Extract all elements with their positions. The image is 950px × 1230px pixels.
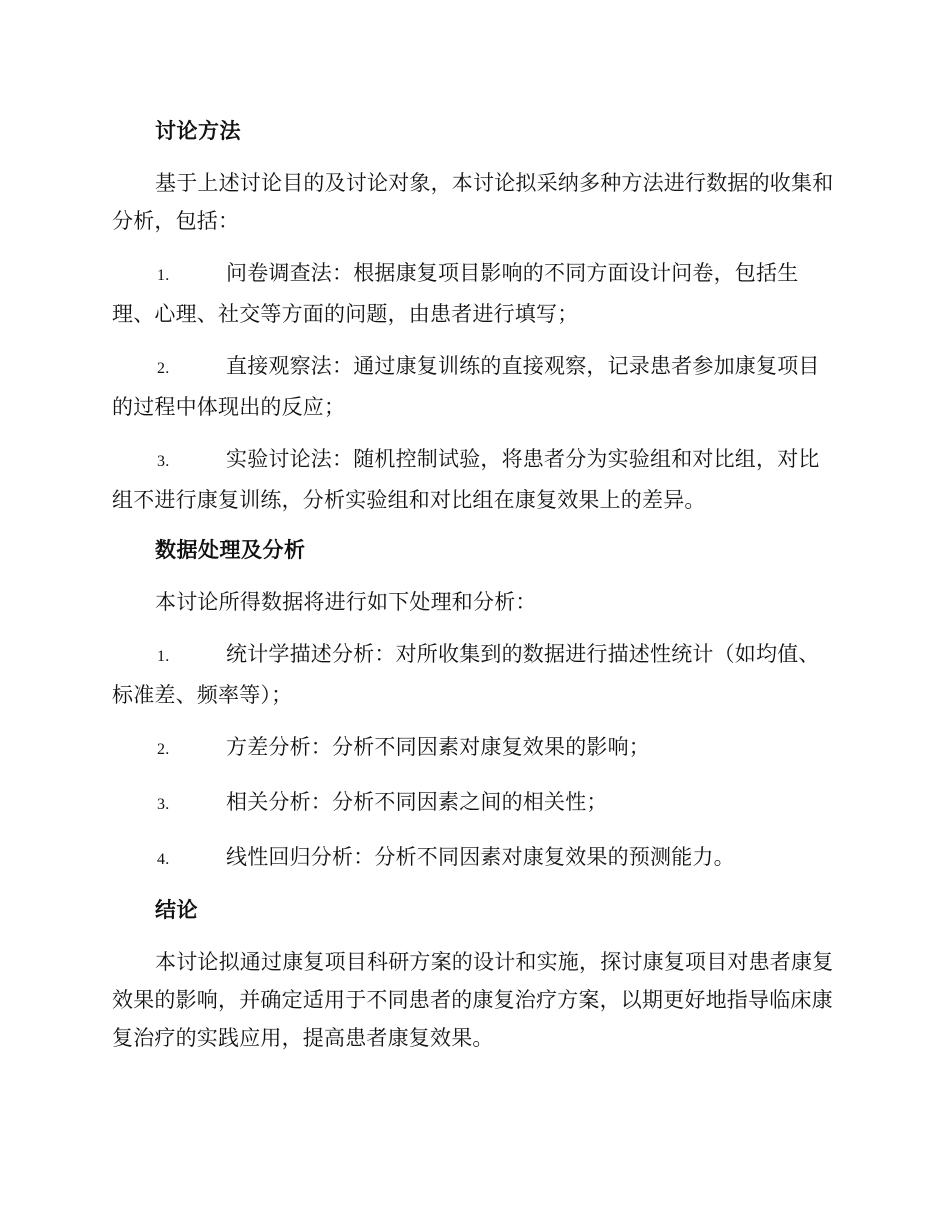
list-item: [112, 347, 837, 426]
section-data-analysis: [112, 529, 837, 879]
conclusion-paragraph: 本讨论拟通过康复项目科研方案的设计和实施，探讨康复项目对患者康复效果的影响，并确定适用于不同患者的康复治疗方案，以期更好地指导临床康复治疗的实践应用，提高患者康复效果。: [112, 950, 834, 1050]
section-conclusion: [112, 889, 837, 1057]
list-item-text: 方差分析：分析不同因素对康复效果的影响；: [226, 735, 650, 759]
list-item: [112, 728, 837, 769]
list-number: 4.: [157, 851, 170, 868]
list-item: [112, 783, 837, 824]
analysis-list: [112, 635, 837, 879]
list-number: 2.: [157, 741, 170, 758]
section-heading: 数据处理及分析: [155, 537, 306, 562]
list-item-text: 线性回归分析：分析不同因素对康复效果的预测能力。: [226, 845, 735, 869]
list-number: 3.: [157, 796, 170, 813]
section-intro-paragraph: 本讨论所得数据将进行如下处理和分析：: [155, 590, 537, 614]
section-intro-paragraph: 基于上述讨论目的及讨论对象，本讨论拟采纳多种方法进行数据的收集和分析，包括：: [112, 171, 834, 233]
list-item: [112, 440, 837, 519]
list-item-text: 实验讨论法：随机控制试验，将患者分为实验组和对比组，对比组不进行康复训练，分析实验组和对比组在康复效果上的差异。: [112, 447, 820, 512]
section-heading: 讨论方法: [155, 118, 241, 143]
list-item: [112, 838, 837, 879]
section-methods: [112, 110, 837, 519]
list-number: 1.: [157, 267, 170, 284]
document-body: [112, 106, 837, 1067]
methods-list: [112, 254, 837, 519]
list-number: 3.: [157, 453, 170, 470]
list-item-text: 相关分析：分析不同因素之间的相关性；: [226, 790, 608, 814]
list-number: 1.: [157, 648, 170, 665]
list-item: [112, 254, 837, 333]
list-item: [112, 635, 837, 714]
list-number: 2.: [157, 360, 170, 377]
list-item-text: 直接观察法：通过康复训练的直接观察，记录患者参加康复项目的过程中体现出的反应；: [112, 354, 820, 419]
list-item-text: 统计学描述分析：对所收集到的数据进行描述性统计（如均值、标准差、频率等）；: [112, 642, 820, 707]
list-item-text: 问卷调查法：根据康复项目影响的不同方面设计问卷，包括生理、心理、社交等方面的问题，由患者进行填写；: [112, 261, 799, 326]
section-heading: 结论: [155, 897, 198, 922]
